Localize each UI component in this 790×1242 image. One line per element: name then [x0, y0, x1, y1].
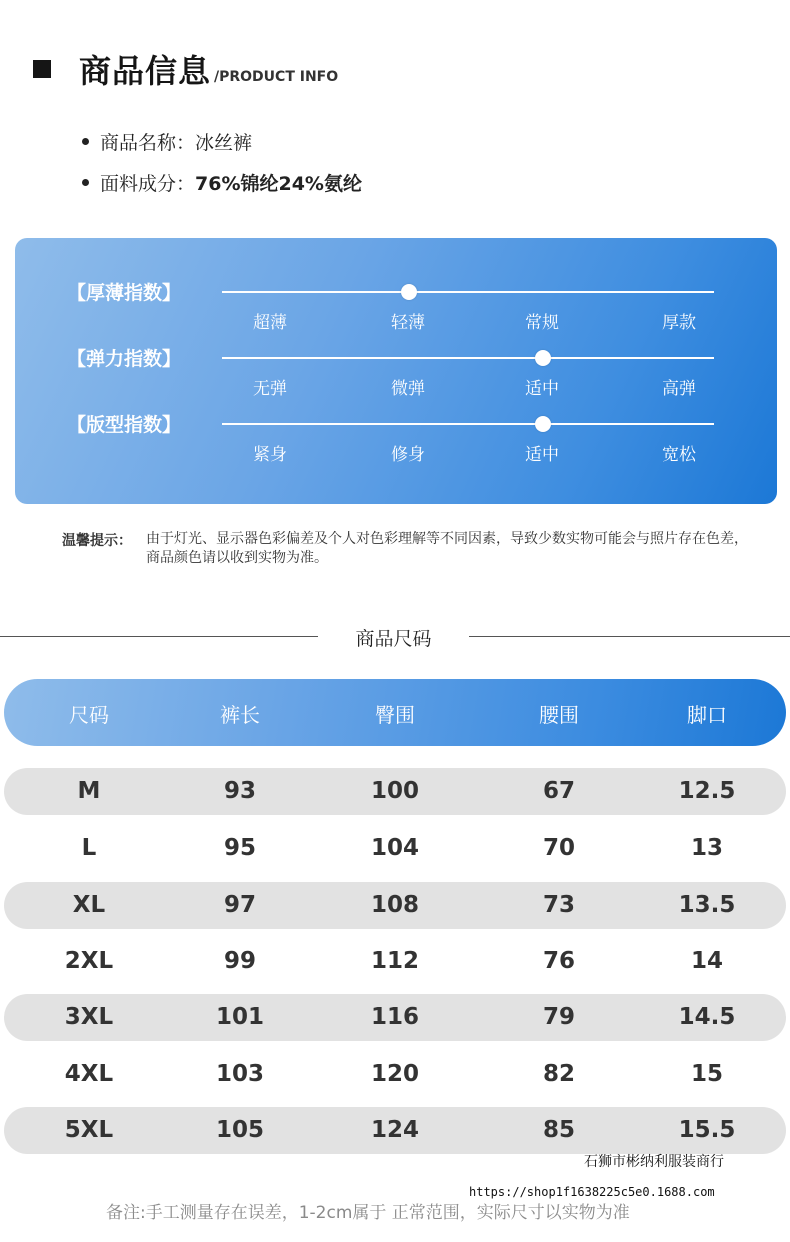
table-cell: 14.5 — [678, 1004, 736, 1030]
note-text: 由于灯光、显示器色彩偏差及个人对色彩理解等不同因素，导致少数实物可能会与照片存在色差，商品颜色请以收到实物为准。 — [146, 531, 748, 566]
table-header-cell: 腰围 — [539, 703, 579, 727]
info-label: 面料成分： — [100, 173, 196, 195]
index-option: 轻薄 — [391, 313, 425, 333]
index-track — [222, 357, 714, 359]
table-cell: 97 — [223, 892, 257, 918]
remark-text: 备注:手工测量存在误差，1-2cm属于 正常范围，实际尺寸以实物为准 — [106, 1203, 630, 1223]
table-cell: 108 — [370, 892, 420, 918]
table-cell: 100 — [370, 778, 420, 804]
index-option: 适中 — [525, 445, 559, 465]
table-cell: 120 — [370, 1061, 420, 1087]
index-option: 超薄 — [253, 313, 287, 333]
index-track — [222, 291, 714, 293]
info-value: 76%锦纶24%氨纶 — [195, 173, 362, 195]
table-cell: 12.5 — [678, 778, 736, 804]
index-label: 【版型指数】 — [67, 414, 182, 436]
index-option: 适中 — [525, 379, 559, 399]
table-cell: 105 — [215, 1117, 265, 1143]
table-row — [4, 1051, 786, 1098]
table-cell: 76 — [542, 948, 576, 974]
table-cell: 2XL — [64, 948, 114, 974]
note-label: 温馨提示： — [62, 533, 132, 549]
table-cell: 73 — [542, 892, 576, 918]
info-label: 商品名称： — [100, 132, 196, 154]
table-header-cell: 脚口 — [687, 703, 727, 727]
section-divider-right — [469, 636, 790, 637]
table-cell: 15 — [690, 1061, 724, 1087]
table-header-cell: 臀围 — [375, 703, 415, 727]
index-row-thickness — [15, 280, 777, 340]
index-option: 微弹 — [391, 379, 425, 399]
index-option: 宽松 — [662, 445, 696, 465]
table-cell: 95 — [223, 835, 257, 861]
table-cell: 70 — [542, 835, 576, 861]
bullet-icon — [82, 179, 89, 186]
table-cell: 101 — [215, 1004, 265, 1030]
page-subtitle: /PRODUCT INFO — [214, 69, 339, 85]
index-option: 厚款 — [662, 313, 696, 333]
table-row — [4, 994, 786, 1041]
index-row-elasticity — [15, 346, 777, 406]
table-cell: 14 — [690, 948, 724, 974]
size-section-title: 商品尺码 — [355, 628, 432, 650]
table-header-cell: 尺码 — [69, 703, 109, 727]
table-row — [4, 882, 786, 929]
table-row — [4, 768, 786, 815]
header-square-icon — [33, 60, 51, 78]
table-cell: 93 — [223, 778, 257, 804]
index-knob — [401, 284, 417, 300]
size-table-header — [4, 679, 786, 746]
shop-url-link[interactable]: https://shop1f1638225c5e0.1688.com — [469, 1185, 715, 1199]
table-row — [4, 938, 786, 985]
table-cell: 103 — [215, 1061, 265, 1087]
table-cell: XL — [72, 892, 106, 918]
table-cell: 5XL — [64, 1117, 114, 1143]
index-track — [222, 423, 714, 425]
table-cell: 116 — [370, 1004, 420, 1030]
index-option: 无弹 — [253, 379, 287, 399]
table-row — [4, 1107, 786, 1154]
shop-name: 石狮市彬纳利服装商行 — [584, 1154, 724, 1170]
index-panel — [15, 238, 777, 504]
index-option: 常规 — [525, 313, 559, 333]
index-label: 【弹力指数】 — [67, 348, 182, 370]
table-cell: 13.5 — [678, 892, 736, 918]
info-value: 冰丝裤 — [195, 132, 253, 154]
table-cell: 104 — [370, 835, 420, 861]
info-product-name — [82, 128, 252, 155]
table-row — [4, 825, 786, 872]
table-cell: 15.5 — [678, 1117, 736, 1143]
index-row-fit — [15, 412, 777, 472]
table-cell: 124 — [370, 1117, 420, 1143]
index-knob — [535, 350, 551, 366]
table-cell: M — [77, 778, 101, 804]
section-divider-left — [0, 636, 318, 637]
table-header-cell: 裤长 — [220, 703, 260, 727]
table-cell: 112 — [370, 948, 420, 974]
index-knob — [535, 416, 551, 432]
index-option: 修身 — [391, 445, 425, 465]
index-option: 高弹 — [662, 379, 696, 399]
table-cell: L — [81, 835, 97, 861]
index-label: 【厚薄指数】 — [67, 282, 182, 304]
table-cell: 67 — [542, 778, 576, 804]
table-cell: 99 — [223, 948, 257, 974]
table-cell: 82 — [542, 1061, 576, 1087]
info-fabric — [82, 169, 362, 196]
page-title: 商品信息 — [79, 52, 212, 90]
table-cell: 85 — [542, 1117, 576, 1143]
table-cell: 79 — [542, 1004, 576, 1030]
table-cell: 13 — [690, 835, 724, 861]
table-cell: 3XL — [64, 1004, 114, 1030]
bullet-icon — [82, 138, 89, 145]
table-cell: 4XL — [64, 1061, 114, 1087]
index-option: 紧身 — [253, 445, 287, 465]
